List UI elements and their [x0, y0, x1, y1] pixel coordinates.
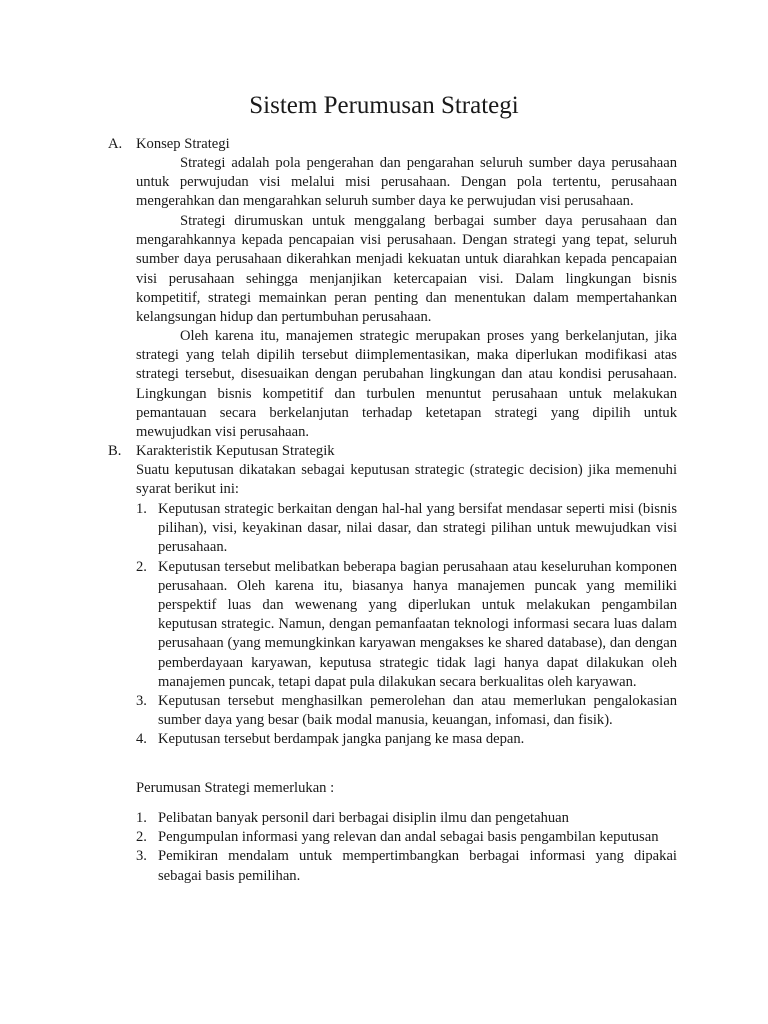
- section-a-paragraph: Strategi adalah pola pengerahan dan pengarahan seluruh sumber daya perusahaan untuk perwujudan visi melalui misi perusahaan. Dengan pola tertentu, perusahaan mengerahkan dan mengarahkan seluruh sumber daya ke perwujudan visi perusahaan.: [136, 155, 677, 210]
- requirements-list: [136, 809, 677, 886]
- list-item-text: Pelibatan banyak personil dari berbagai disiplin ilmu dan pengetahuan: [158, 810, 569, 826]
- list-item: [136, 809, 677, 828]
- list-item-text: Pengumpulan informasi yang relevan dan andal sebagai basis pengambilan keputusan: [158, 829, 659, 846]
- list-item: [136, 692, 677, 730]
- list-item-number: 1.: [136, 501, 147, 517]
- section-a-letter: A.: [108, 136, 123, 152]
- section-b-letter: B.: [108, 443, 122, 459]
- page-title: Sistem Perumusan Strategi: [249, 92, 519, 119]
- list-item-number: 4.: [136, 731, 147, 748]
- list-item-text: Keputusan tersebut melibatkan beberapa bagian perusahaan atau keseluruhan komponen perusahaan. Oleh karena itu, biasanya hanya manajemen puncak yang memiliki perspektif luas dan wewenang yang diperlukan untuk melakukan pengambilan keputusan strategic. Namun, dengan pemanfaatan teknologi informasi secara luas dalam perusahaan (yang memungkinkan karyawan mengakses ke shared database), dan dengan pemberdayaan karyawan, keputusa strategic tidak lagi hanya dapat dilakukan oleh manajemen puncak, tetapi dapat pula dilakukan secara berkualitas oleh karyawan.: [158, 558, 677, 690]
- list-item-text: Keputusan tersebut menghasilkan pemerolehan dan atau memerlukan pengalokasian sumber daya yang besar (baik modal manusia, keuangan, infomasi, dan fisik).: [158, 693, 677, 729]
- list-item-text: Keputusan tersebut berdampak jangka panjang ke masa depan.: [158, 731, 525, 748]
- section-a-paragraph: Oleh karena itu, manajemen strategic merupakan proses yang berkelanjutan, jika strategi yang telah dipilih tersebut diimplementasikan, maka diperlukan modifikasi atas strategi tersebut, disesuaikan dengan perubahan lingkungan dan atau kondisi perusahaan. Lingkungan bisnis kompetitif dan turbulen menuntut perusahaan untuk melakukan pemantauan secara berkelanjutan terhadap ketetapan strategi yang dipilih untuk mewujudkan visi perusahaan.: [136, 328, 677, 441]
- list-item: [136, 500, 677, 558]
- section-a-paragraph: Strategi dirumuskan untuk menggalang berbagai sumber daya perusahaan dan mengarahkannya kepada pencapaian visi perusahaan. Dengan strategi yang tepat, seluruh sumber daya perusahaan dikerahkan menjadi kekuatan untuk diarahkan kepada pencapaian visi perusahaan sehingga menjanjikan ketercapaian visi. Dalam lingkungan bisnis kompetitif, strategi memainkan peran penting dan menentukan dalam mempertahankan kelangsungan hidup dan pertumbuhan perusahaan.: [136, 213, 677, 326]
- section-b-heading: [108, 442, 335, 461]
- list-item-text: Keputusan strategic berkaitan dengan hal-hal yang bersifat mendasar seperti misi (bisnis pilihan), visi, keyakinan dasar, nilai dasar, dan strategi pilihan untuk mewujudkan visi perusahaan.: [158, 501, 677, 556]
- list-item-number: 2.: [136, 558, 147, 575]
- section-b-intro: Suatu keputusan dikatakan sebagai keputusan strategic (strategic decision) jika memenuhi syarat berikut ini:: [136, 462, 677, 498]
- criteria-list: [136, 500, 677, 750]
- list-item-number: 2.: [136, 829, 147, 846]
- list-item-text: Pemikiran mendalam untuk mempertimbangkan berbagai informasi yang dipakai sebagai basis pemilihan.: [158, 848, 677, 884]
- list-item: [136, 730, 677, 749]
- list-item: [136, 847, 677, 885]
- list-item-number: 3.: [136, 848, 147, 865]
- list-item-number: 1.: [136, 810, 147, 826]
- section-a-heading: [108, 135, 230, 154]
- list-item-number: 3.: [136, 693, 147, 710]
- list-item: [136, 558, 677, 692]
- section-b-title: Karakteristik Keputusan Strategik: [136, 443, 335, 459]
- requirements-intro: Perumusan Strategi memerlukan :: [136, 780, 335, 796]
- section-a-title: Konsep Strategi: [136, 136, 230, 152]
- list-item: [136, 828, 677, 847]
